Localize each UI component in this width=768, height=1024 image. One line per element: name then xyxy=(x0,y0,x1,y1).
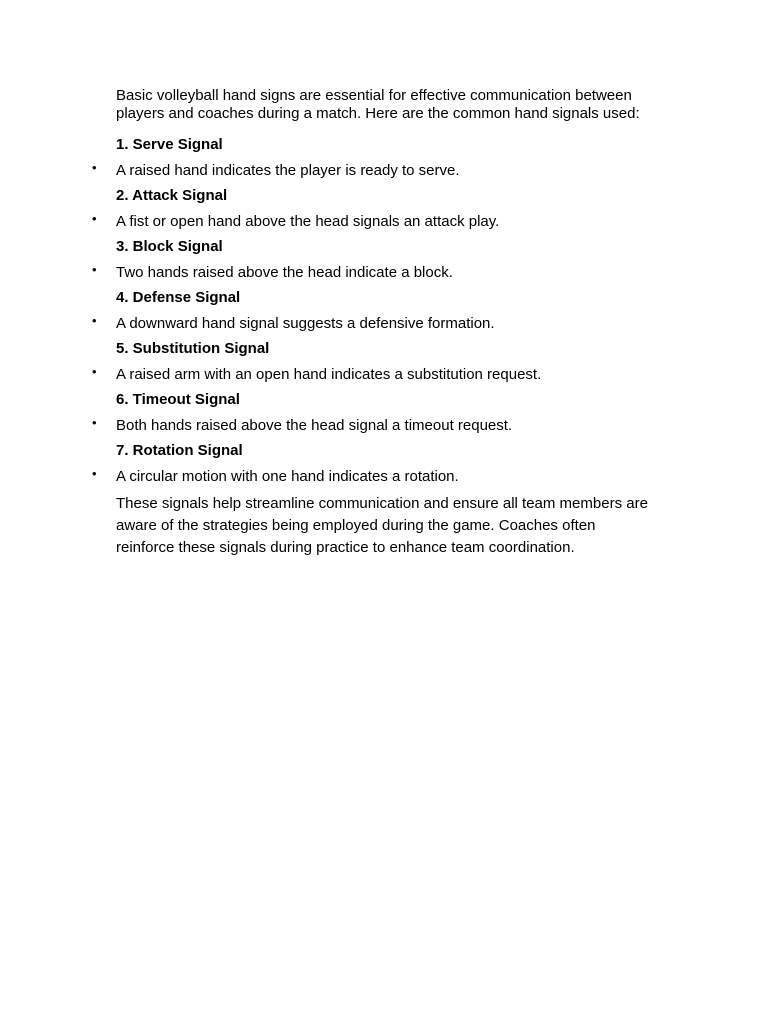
closing-paragraph: These signals help streamline communication and ensure all team members are aware of the strategies being employed during the game. Coaches often reinforce these signals during practice to enhance team coordination. xyxy=(116,495,648,556)
signal-bullet-item xyxy=(92,466,656,485)
bullet-icon: • xyxy=(92,415,97,430)
document-body xyxy=(92,87,656,559)
signal-bullet-item xyxy=(92,415,656,434)
bullet-icon: • xyxy=(92,211,97,226)
signal-description: A downward hand signal suggests a defensive formation. xyxy=(116,315,495,332)
intro-paragraph: Basic volleyball hand signs are essential for effective communication between players and coaches during a match. Here are the common hand signals used: xyxy=(116,87,640,122)
signal-heading: 7. Rotation Signal xyxy=(116,442,243,459)
signal-bullet-item xyxy=(92,364,656,383)
bullet-icon: • xyxy=(92,364,97,379)
signal-bullet-item xyxy=(92,313,656,332)
signal-heading: 2. Attack Signal xyxy=(116,187,228,204)
signal-description: A raised arm with an open hand indicates a substitution request. xyxy=(116,366,542,383)
signal-heading: 6. Timeout Signal xyxy=(116,391,240,408)
signal-heading: 3. Block Signal xyxy=(116,238,223,255)
signal-bullet-item xyxy=(92,211,656,230)
signal-heading: 5. Substitution Signal xyxy=(116,340,270,357)
signal-heading: 4. Defense Signal xyxy=(116,289,241,306)
signal-description: A raised hand indicates the player is ready to serve. xyxy=(116,162,460,179)
signal-description: Both hands raised above the head signal a timeout request. xyxy=(116,417,513,434)
signal-description: A circular motion with one hand indicates a rotation. xyxy=(116,468,459,485)
signal-bullet-item xyxy=(92,262,656,281)
bullet-icon: • xyxy=(92,313,97,328)
signal-description: A fist or open hand above the head signals an attack play. xyxy=(116,213,500,230)
signal-heading: 1. Serve Signal xyxy=(116,136,223,153)
signal-description: Two hands raised above the head indicate a block. xyxy=(116,264,453,281)
bullet-icon: • xyxy=(92,466,97,481)
bullet-icon: • xyxy=(92,262,97,277)
bullet-icon: • xyxy=(92,160,97,175)
signal-bullet-item xyxy=(92,160,656,179)
